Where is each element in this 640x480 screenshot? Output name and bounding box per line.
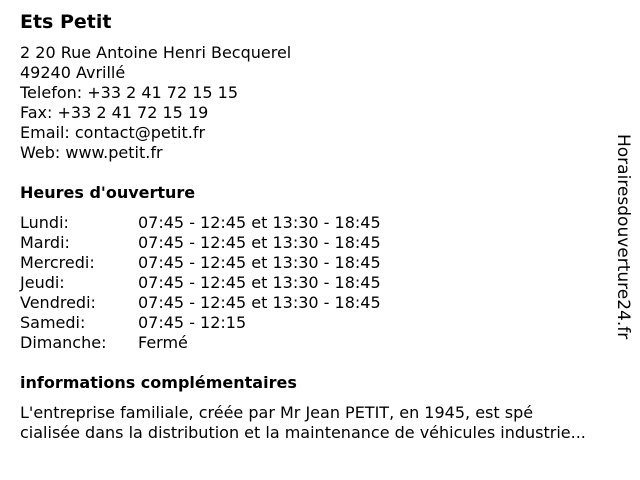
- address-city: 49240 Avrillé: [20, 63, 126, 82]
- day-hours: 07:45 - 12:45 et 13:30 - 18:45: [138, 253, 381, 272]
- day-hours: Fermé: [138, 333, 188, 352]
- hours-row-wednesday: [20, 253, 440, 273]
- watermark-text: Horairesdouverture24.fr: [613, 134, 633, 340]
- day-label: Vendredi:: [20, 293, 96, 312]
- hours-row-sunday: [20, 333, 440, 353]
- contact-block: [20, 43, 291, 163]
- site-watermark: [612, 134, 634, 374]
- email-address: Email: contact@petit.fr: [20, 123, 206, 142]
- business-name: Ets Petit: [20, 11, 112, 33]
- website-address: Web: www.petit.fr: [20, 143, 163, 162]
- additional-info-heading: informations complémentaires: [20, 373, 297, 392]
- hours-row-thursday: [20, 273, 440, 293]
- hours-row-saturday: [20, 313, 440, 333]
- day-label: Lundi:: [20, 213, 69, 232]
- day-hours: 07:45 - 12:45 et 13:30 - 18:45: [138, 213, 381, 232]
- opening-hours-heading: Heures d'ouverture: [20, 183, 196, 202]
- day-hours: 07:45 - 12:45 et 13:30 - 18:45: [138, 293, 381, 312]
- fax-number: Fax: +33 2 41 72 15 19: [20, 103, 209, 122]
- info-line-1: L'entreprise familiale, créée par Mr Jean PETIT, en 1945, est spé: [20, 403, 534, 422]
- hours-row-monday: [20, 213, 440, 233]
- hours-row-friday: [20, 293, 440, 313]
- day-label: Mardi:: [20, 233, 70, 252]
- day-label: Dimanche:: [20, 333, 107, 352]
- day-hours: 07:45 - 12:45 et 13:30 - 18:45: [138, 273, 381, 292]
- day-label: Jeudi:: [20, 273, 65, 292]
- opening-hours-table: [20, 213, 440, 353]
- day-label: Mercredi:: [20, 253, 95, 272]
- additional-info-text: [20, 403, 630, 443]
- day-hours: 07:45 - 12:15: [138, 313, 247, 332]
- address-street: 2 20 Rue Antoine Henri Becquerel: [20, 43, 292, 62]
- hours-row-tuesday: [20, 233, 440, 253]
- day-label: Samedi:: [20, 313, 86, 332]
- info-line-2: cialisée dans la distribution et la maintenance de véhicules industrie...: [20, 423, 586, 442]
- phone-number: Telefon: +33 2 41 72 15 15: [20, 83, 239, 102]
- day-hours: 07:45 - 12:45 et 13:30 - 18:45: [138, 233, 381, 252]
